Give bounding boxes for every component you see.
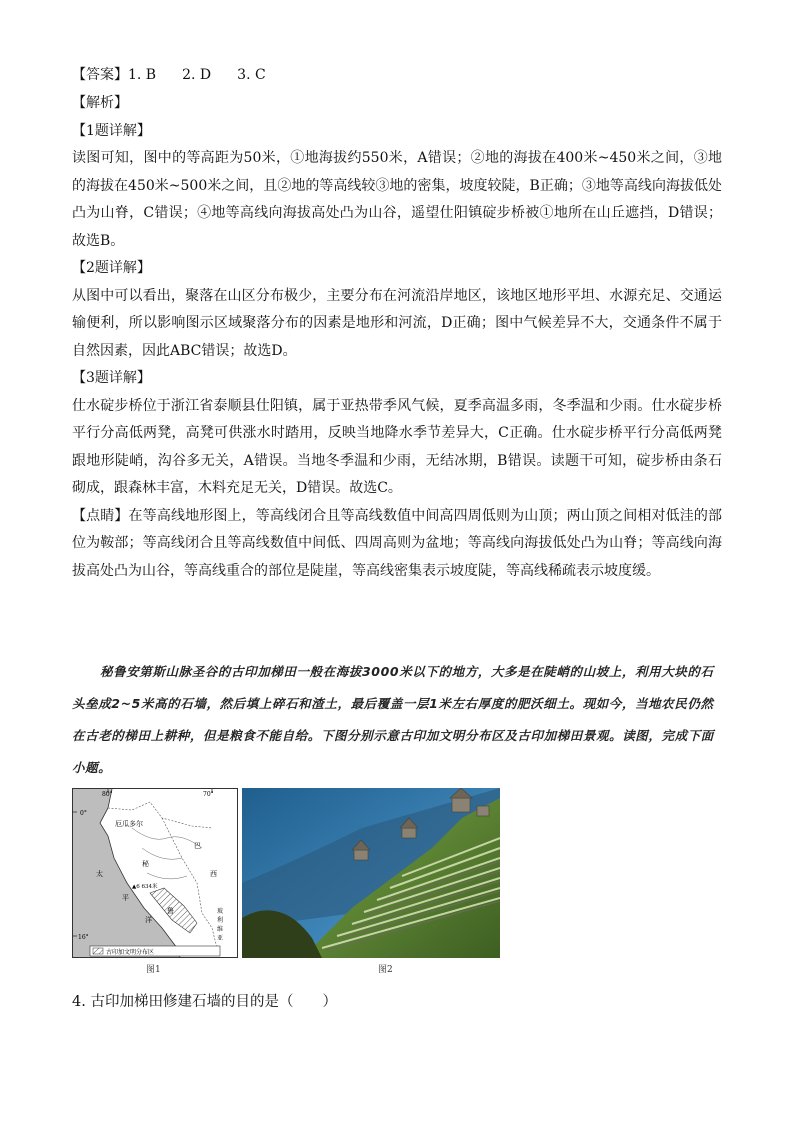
label-bolivia-4: 亚 [217,935,224,942]
analysis-label: 【解析】 [72,95,128,111]
label-peru-2: 鲁 [167,907,174,915]
inca-terrace-photo [242,788,500,958]
q1-text: 读图可知，图中的等高距为50米，①地海拔约550米，A错误；②地的海拔在400米~450米之间，③地的海拔在450米~500米之间，且②地的等高线较③地的密集，坡度较陡，B正确；③地等高线向海拔低处凸为山脊，C错误；④地等高线向海拔高处凸为山谷，遥望仕阳镇碇步桥被①地所在山丘遮挡，D错误；故选B。 [72,150,722,249]
inca-distribution-map [72,788,238,958]
legend-swatch [93,948,103,954]
label-lat-0: 0° [80,810,87,817]
label-lon-80: 80° [102,791,113,798]
label-bolivia-2: 利 [217,917,224,924]
label-pacific-2: 平 [122,894,129,902]
label-pacific-1: 太 [96,870,103,878]
answer-2: 2. D [182,67,212,83]
label-brazil-1: 巴 [194,842,201,850]
label-pacific-3: 洋 [145,916,152,924]
tip-label: 【点睛】 [72,507,129,524]
label-lon-70: 70° [203,791,214,798]
question-intro: 秘鲁安第斯山脉圣谷的古印加梯田一般在海拔3000米以下的地方，大多是在陡峭的山坡上，利用大块的石头垒成2~5米高的石墙，然后填上碎石和渣土，最后覆盖一层1米左右厚度的肥沃细土。现如今，当地农民仍然在古老的梯田上耕种，但是粮食不能自给。下图分别示意古印加文明分布区及古印加梯田景观。读图，完成下面小题。 [72,664,714,775]
q3-heading: 【3题详解】 [72,370,151,386]
label-brazil-2: 西 [210,870,217,878]
answer-1: 1. B [128,67,157,83]
q3-text: 仕水碇步桥位于浙江省泰顺县仕阳镇，属于亚热带季风气候，夏季高温多雨，冬季温和少雨。仕水碇步桥平行分高低两凳，高凳可供涨水时踏用，反映当地降水季节差异大，C正确。仕水碇步桥平行分高低两凳跟地形陡峭，沟谷多无关，A错误。当地冬季温和少雨，无结冰期，B错误。读题干可知，碇步桥由条石砌成，跟森林丰富，木料充足无关，D错误。故选C。 [72,397,722,496]
answer-3: 3. C [237,67,266,83]
label-lat-16: 16° [78,934,89,941]
q2-heading: 【2题详解】 [72,260,151,276]
label-ecuador: 厄瓜多尔 [115,820,143,828]
answer-label: 【答案】 [72,67,128,83]
label-bolivia-1: 玻 [217,908,224,915]
legend-text: 古印加文明分布区 [106,949,155,956]
fig1-caption: 图1 [146,965,161,975]
tip-paragraph [72,503,722,586]
q1-heading: 【1题详解】 [72,122,151,139]
answer-line [72,62,722,90]
label-bolivia-3: 维 [217,926,224,933]
label-peak: ▲6 634米 [132,884,158,890]
q2-text: 从图中可以看出，聚落在山区分布极少，主要分布在河流沿岸地区，该地区地形平坦、水源充足、交通运输便利，所以影响图示区域聚落分布的因素是地形和河流，D正确；图中气候差异不大，交通条件不属于自然因素，因此ABC错误；故选D。 [72,287,722,359]
fig2-caption: 图2 [378,965,393,975]
analysis-section [72,90,722,585]
tip-text: 在等高线地形图上，等高线闭合且等高线数值中间高四周低则为山顶；两山顶之间相对低洼的部位为鞍部；等高线闭合且等高线数值中间低、四周高则为盆地；等高线向海拔低处凸为山脊；等高线向海拔高处凸为山谷，等高线重合的部位是陡崖，等高线密集表示坡度陡，等高线稀疏表示坡度缓。 [72,507,723,579]
question-4: 4. 古印加梯田修建石墙的目的是（ ） [72,994,337,1010]
label-peru-1: 秘 [142,860,149,868]
